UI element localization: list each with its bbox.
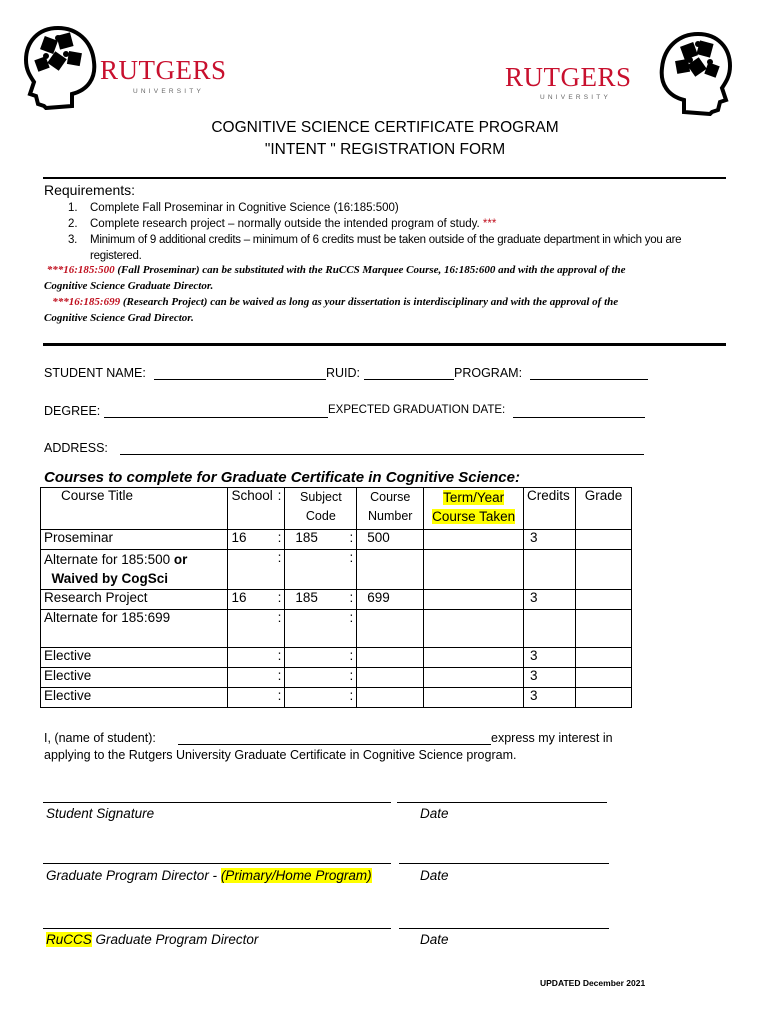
school-value: 16 [231, 590, 247, 605]
form-title: COGNITIVE SCIENCE CERTIFICATE PROGRAM [211, 119, 559, 136]
school-cell[interactable] [228, 668, 285, 688]
school-cell[interactable] [228, 550, 285, 590]
item-number: 3. [68, 234, 78, 246]
table-row [41, 688, 632, 708]
footnote-proseminar [44, 262, 644, 294]
school-cell[interactable] [228, 590, 285, 610]
header-term-year [424, 488, 524, 530]
divider [43, 343, 726, 346]
ruid-field[interactable] [364, 366, 454, 380]
footnote-code: ***16:185:699 [52, 296, 121, 308]
subject-cell[interactable] [285, 550, 357, 590]
expected-graduation-field[interactable] [513, 404, 645, 418]
header-subject-code [285, 488, 357, 530]
course-title-cell: Elective [41, 688, 228, 708]
ruccs-signature-label [46, 932, 258, 947]
header-subject-label: Subject [299, 490, 342, 504]
grade-cell[interactable] [576, 648, 632, 668]
director-date-line[interactable] [399, 863, 609, 864]
table-row [41, 530, 632, 550]
requirements-list [43, 200, 723, 264]
rutgers-wordmark-right: RUTGERS [505, 62, 632, 92]
expected-graduation-label: EXPECTED GRADUATION DATE: [328, 404, 506, 416]
requirement-item [43, 216, 723, 232]
student-signature-line[interactable] [43, 802, 391, 803]
subject-cell[interactable] [285, 688, 357, 708]
course-title-bold: or [173, 552, 188, 567]
course-title-cell: Elective [41, 648, 228, 668]
term-cell[interactable] [424, 688, 524, 708]
header-school-label: School [231, 488, 273, 503]
item-text: Complete Fall Proseminar in Cognitive Science (16:185:500) [90, 202, 399, 214]
footnote-text: (Research Project) can be waived as long as your dissertation is interdisciplinary and with the approval of the Cognitive Science Grad Director. [44, 296, 619, 324]
course-number-cell[interactable] [357, 648, 424, 668]
ruccs-label-highlight: RuCCS [46, 932, 92, 947]
date-label: Date [420, 868, 449, 883]
footnote-text: (Fall Proseminar) can be substituted with the RuCCS Marquee Course, 16:185:600 and with the approval of the Cognitive Science Graduate Director. [44, 264, 626, 292]
course-number-cell[interactable] [357, 550, 424, 590]
course-number-cell[interactable] [357, 688, 424, 708]
student-signature-label: Student Signature [46, 806, 155, 821]
separator: : [349, 668, 354, 683]
credits-cell: 3 [524, 668, 576, 688]
separator: : [277, 530, 282, 545]
school-value: 16 [231, 530, 247, 545]
brain-puzzle-head-icon [656, 30, 734, 116]
form-subtitle: "INTENT " REGISTRATION FORM [264, 141, 506, 158]
student-name-label: STUDENT NAME: [44, 366, 146, 380]
courses-table [40, 487, 632, 708]
item-number: 2. [68, 218, 78, 230]
course-title-bold: Waived by CogSci [51, 571, 169, 586]
subject-value: 185 [295, 590, 318, 605]
statement-line2: applying to the Rutgers University Graduate Certificate in Cognitive Science program. [44, 748, 517, 762]
table-header-row [41, 488, 632, 530]
separator: : [349, 610, 354, 625]
separator: : [277, 688, 282, 703]
footnote-code: ***16:185:500 [46, 264, 115, 276]
term-cell[interactable] [424, 668, 524, 688]
course-number-cell[interactable] [357, 668, 424, 688]
credits-cell [524, 550, 576, 590]
item-text: Minimum of 9 additional credits – minimum of 6 credits must be taken outside of the graduate department in which you are registered. [90, 234, 682, 262]
requirements-heading: Requirements: [44, 182, 136, 198]
subject-cell[interactable] [285, 668, 357, 688]
subject-cell[interactable] [285, 610, 357, 648]
separator: : [277, 488, 282, 503]
term-cell[interactable] [424, 590, 524, 610]
header-number-label: Number [368, 509, 413, 523]
statement-suffix: express my interest in [491, 731, 613, 745]
grade-cell[interactable] [576, 550, 632, 590]
header-term-label: Term/Year [443, 490, 505, 505]
director-label-text: Graduate Program Director - [46, 868, 221, 883]
separator: : [349, 550, 354, 565]
header-code-label: Code [305, 509, 336, 523]
course-title-cell: Proseminar [41, 530, 228, 550]
credits-cell: 3 [524, 590, 576, 610]
header-course-label: Course [370, 490, 411, 504]
term-cell[interactable] [424, 530, 524, 550]
rutgers-wordmark-left: RUTGERS [100, 55, 227, 85]
course-title-cell: Elective [41, 668, 228, 688]
requirement-item [43, 200, 723, 216]
student-name-field[interactable] [154, 366, 326, 380]
credits-cell [524, 610, 576, 648]
separator: : [277, 590, 282, 605]
credits-cell: 3 [524, 530, 576, 550]
ruccs-label-text: Graduate Program Director [91, 932, 259, 947]
table-row [41, 550, 632, 590]
course-number-cell[interactable]: 500 [357, 530, 424, 550]
ruccs-signature-line[interactable] [43, 928, 391, 929]
course-number-cell[interactable]: 699 [357, 590, 424, 610]
footnote-mark: *** [479, 218, 497, 230]
header-school [228, 488, 285, 530]
updated-note: UPDATED December 2021 [540, 978, 646, 988]
program-label: PROGRAM: [454, 366, 523, 380]
course-number-cell[interactable] [357, 610, 424, 648]
school-cell[interactable] [228, 648, 285, 668]
grade-cell[interactable] [576, 610, 632, 648]
date-label: Date [420, 806, 449, 821]
separator: : [349, 530, 354, 545]
separator: : [277, 648, 282, 663]
header-course-title: Course Title [41, 488, 228, 530]
program-field[interactable] [530, 366, 648, 380]
ruccs-date-line[interactable] [399, 928, 609, 929]
ruid-label: RUID: [326, 366, 361, 380]
brain-puzzle-head-icon [22, 24, 100, 110]
term-cell[interactable] [424, 550, 524, 590]
divider [43, 177, 726, 179]
item-text: Complete research project – normally outside the intended program of study. [90, 218, 480, 230]
subject-cell[interactable] [285, 648, 357, 668]
separator: : [349, 590, 354, 605]
separator: : [349, 648, 354, 663]
address-label: ADDRESS: [44, 441, 108, 455]
credits-cell: 3 [524, 688, 576, 708]
degree-label: DEGREE: [44, 404, 101, 418]
degree-field[interactable] [104, 404, 328, 418]
item-number: 1. [68, 202, 78, 214]
director-signature-label [46, 868, 372, 883]
separator: : [277, 668, 282, 683]
term-cell[interactable] [424, 610, 524, 648]
header-grade: Grade [576, 488, 632, 530]
subject-value: 185 [295, 530, 318, 545]
school-cell[interactable] [228, 530, 285, 550]
grade-cell[interactable] [576, 688, 632, 708]
course-title-cell: Research Project [41, 590, 228, 610]
address-field[interactable] [120, 441, 644, 455]
grade-cell[interactable] [576, 590, 632, 610]
grade-cell[interactable] [576, 530, 632, 550]
table-row [41, 648, 632, 668]
date-label: Date [420, 932, 449, 947]
subject-cell[interactable] [285, 530, 357, 550]
rutgers-subtitle-left: UNIVERSITY [133, 88, 205, 95]
course-title-cell: Alternate for 185:699 [41, 610, 228, 648]
requirement-item [43, 232, 723, 264]
header-course-number [357, 488, 424, 530]
table-row [41, 590, 632, 610]
director-signature-line[interactable] [43, 863, 391, 864]
grade-cell[interactable] [576, 668, 632, 688]
student-name-statement-field[interactable] [178, 731, 491, 745]
statement-prefix: I, (name of student): [44, 731, 156, 745]
credits-cell: 3 [524, 648, 576, 668]
courses-heading: Courses to complete for Graduate Certificate in Cognitive Science: [44, 469, 520, 486]
separator: : [277, 550, 282, 565]
school-cell[interactable] [228, 688, 285, 708]
student-date-line[interactable] [397, 802, 607, 803]
term-cell[interactable] [424, 648, 524, 668]
footnote-research [44, 294, 634, 326]
rutgers-subtitle-right: UNIVERSITY [540, 94, 612, 101]
table-row [41, 610, 632, 648]
subject-cell[interactable] [285, 590, 357, 610]
director-label-highlight: (Primary/Home Program) [220, 868, 372, 883]
header-credits: Credits [524, 488, 576, 530]
separator: : [349, 688, 354, 703]
school-cell[interactable] [228, 610, 285, 648]
header-course-taken-label: Course Taken [432, 509, 516, 524]
course-title: Alternate for 185:500 [44, 552, 174, 567]
course-title-cell [41, 550, 228, 590]
separator: : [277, 610, 282, 625]
table-row [41, 668, 632, 688]
